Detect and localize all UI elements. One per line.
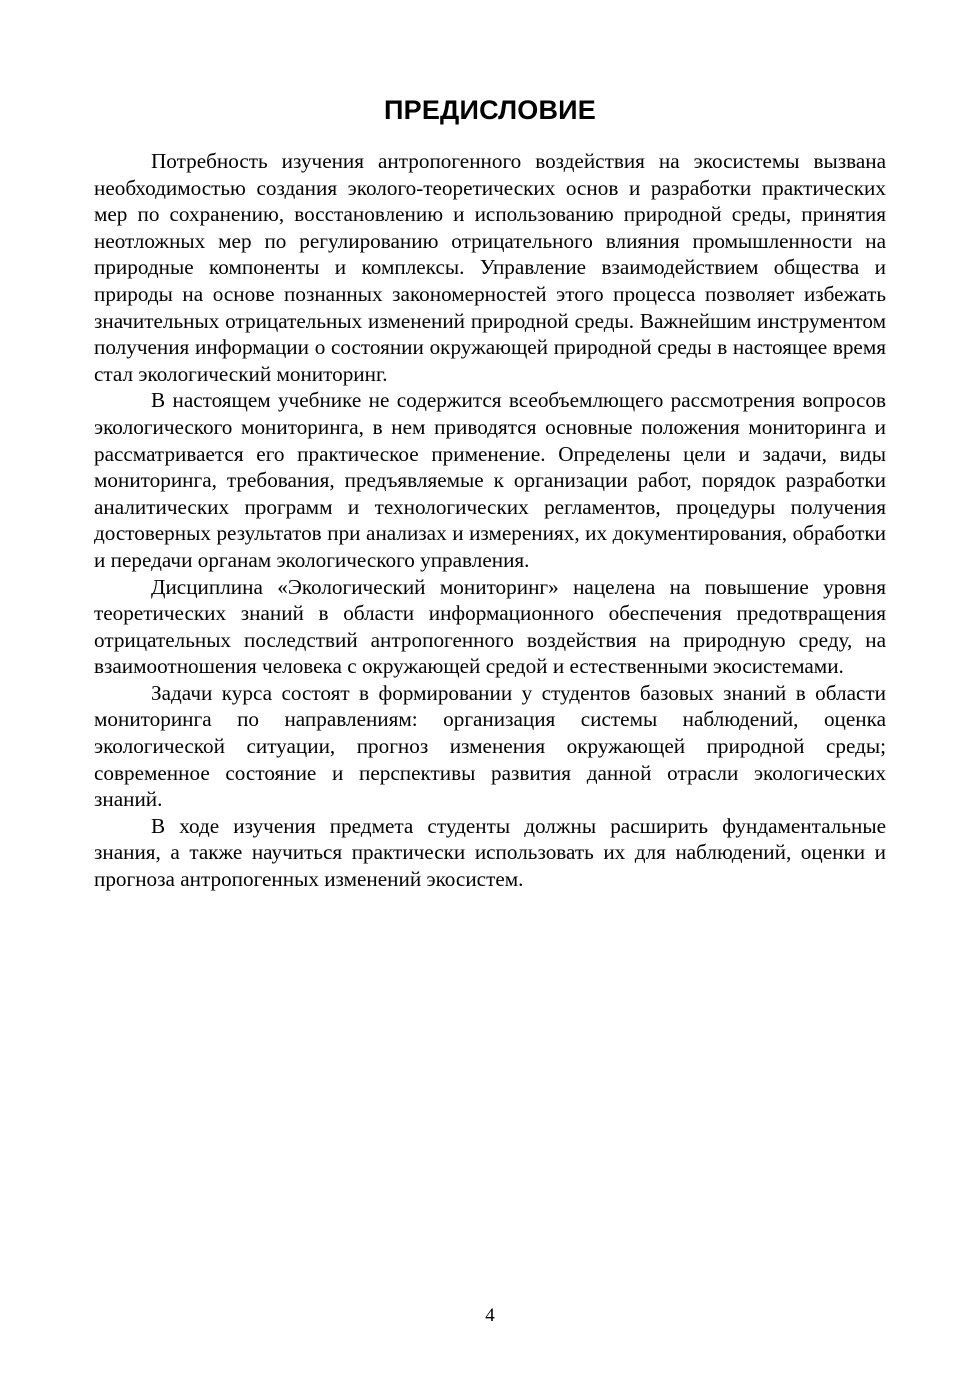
- body-text: [94, 148, 886, 893]
- paragraph: В настоящем учебнике не содержится всеобъемлющего рассмотрения вопросов экологического мониторинга, в нем приводятся основные положения мониторинга и рассматривается его практическое применение. Определены цели и задачи, виды мониторинга, требования, предъявляемые к организации работ, порядок разработки аналитических программ и технологических регламентов, процедуры получения достоверных результатов при анализах и измерениях, их документирования, обработки и передачи органам экологического управления.: [94, 388, 886, 572]
- paragraph: Задачи курса состоят в формировании у студентов базовых знаний в области мониторинга по направлениям: организация системы наблюдений, оценка экологической ситуации, прогноз изменения окружающей природной среды; современное состояние и перспективы развития данной отрасли экологических знаний.: [94, 680, 886, 812]
- paragraph: Дисциплина «Экологический мониторинг» нацелена на повышение уровня теоретических знаний в области информационного обеспечения предотвращения отрицательных последствий антропогенного воздействия на природную среду, на взаимоотношения человека с окружающей средой и естественными экосистемами.: [94, 574, 886, 679]
- paragraph: Потребность изучения антропогенного воздействия на экосистемы вызвана необходимостью создания эколого-теоретических основ и разработки практических мер по сохранению, восстановлению и использованию природной среды, принятия неотложных мер по регулированию отрицательного влияния промышленности на природные компоненты и комплексы. Управление взаимодействием общества и природы на основе познанных закономерностей этого процесса позволяет избежать значительных отрицательных изменений природной среды. Важнейшим инструментом получения информации о состоянии окружающей природной среды в настоящее время стал экологический мониторинг.: [94, 149, 886, 386]
- page-title: ПРЕДИСЛОВИЕ: [384, 95, 596, 125]
- page-number: 4: [485, 1305, 495, 1326]
- paragraph: В ходе изучения предмета студенты должны расширить фундаментальные знания, а также научиться практически использовать их для наблюдений, оценки и прогноза антропогенных изменений экосистем.: [94, 813, 886, 892]
